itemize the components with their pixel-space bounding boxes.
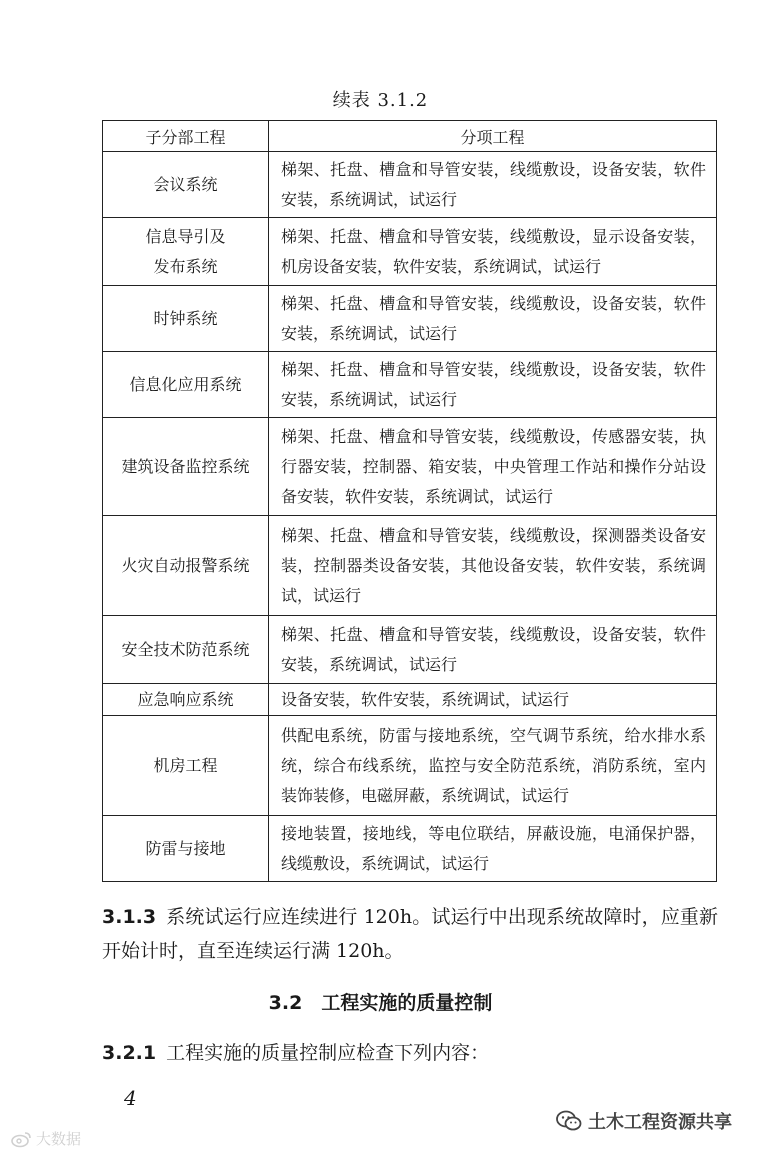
header-sub-item: 分项工程 — [269, 121, 717, 152]
watermark-text: 土木工程资源共享 — [588, 1112, 732, 1133]
table-row — [103, 684, 717, 716]
sub-item-list: 梯架、托盘、槽盒和导管安装，线缆敷设，探测器类设备安装，控制器类设备安装，其他设备安装，软件安装，系统调试，试运行 — [269, 516, 717, 616]
sub-division-name-line: 会议系统 — [153, 174, 218, 194]
clause-number: 3.2.1 — [102, 1042, 157, 1064]
sub-division-name — [103, 286, 269, 352]
sub-division-name-line: 机房工程 — [153, 755, 218, 775]
table-header-row — [103, 121, 717, 152]
sub-item-list: 梯架、托盘、槽盒和导管安装，线缆敷设，设备安装，软件安装，系统调试，试运行 — [269, 286, 717, 352]
table-row — [103, 352, 717, 418]
table-row — [103, 152, 717, 218]
table-row — [103, 816, 717, 882]
watermark-account — [556, 1108, 732, 1134]
table-body — [103, 152, 717, 882]
table-row — [103, 716, 717, 816]
sub-division-name-line: 信息导引及 — [145, 226, 226, 246]
sub-division-name-line: 发布系统 — [153, 256, 218, 276]
clause-text: 系统试运行应连续进行 120h。试运行中出现系统故障时，应重新开始计时，直至连续运行满 120h。 — [102, 906, 718, 962]
sub-item-list: 接地装置，接地线，等电位联结，屏蔽设施，电涌保护器，线缆敷设，系统调试，试运行 — [269, 816, 717, 882]
sub-item-list: 梯架、托盘、槽盒和导管安装，线缆敷设，设备安装，软件安装，系统调试，试运行 — [269, 352, 717, 418]
sub-division-name — [103, 218, 269, 286]
sub-item-list: 梯架、托盘、槽盒和导管安装，线缆敷设，传感器安装，执行器安装，控制器、箱安装，中央管理工作站和操作分站设备安装，软件安装，系统调试，试运行 — [269, 418, 717, 516]
clause-3-2-1 — [102, 1036, 718, 1070]
sub-item-list: 设备安装，软件安装，系统调试，试运行 — [269, 684, 717, 716]
clause-number: 3.1.3 — [102, 906, 157, 928]
sub-division-name-line: 防雷与接地 — [145, 838, 226, 858]
table-row — [103, 516, 717, 616]
sub-division-name — [103, 516, 269, 616]
section-title: 3.2 工程实施的质量控制 — [268, 992, 493, 1014]
sub-division-name — [103, 616, 269, 684]
sub-division-name-line: 火灾自动报警系统 — [121, 555, 250, 575]
sub-division-name — [103, 816, 269, 882]
sub-division-name-line: 信息化应用系统 — [129, 374, 242, 394]
page-number: 4 — [124, 1086, 137, 1110]
sub-item-list: 梯架、托盘、槽盒和导管安装，线缆敷设，显示设备安装，机房设备安装，软件安装，系统调试，试运行 — [269, 218, 717, 286]
sub-division-name — [103, 418, 269, 516]
table-row — [103, 218, 717, 286]
wechat-icon — [556, 1110, 582, 1132]
sub-item-list: 梯架、托盘、槽盒和导管安装，线缆敷设，设备安装，软件安装，系统调试，试运行 — [269, 616, 717, 684]
table-row — [103, 418, 717, 516]
table-row — [103, 616, 717, 684]
sub-division-name-line: 建筑设备监控系统 — [121, 456, 250, 476]
sub-division-name-line: 应急响应系统 — [137, 689, 234, 709]
table-caption: 续表 3.1.2 — [332, 90, 429, 111]
sub-division-name-line: 安全技术防范系统 — [121, 639, 250, 659]
sub-division-name — [103, 152, 269, 218]
weibo-icon — [10, 1130, 32, 1148]
header-sub-division: 子分部工程 — [103, 121, 269, 152]
sub-item-list: 供配电系统，防雷与接地系统，空气调节系统，给水排水系统，综合布线系统，监控与安全防范系统，消防系统，室内装饰装修，电磁屏蔽，系统调试，试运行 — [269, 716, 717, 816]
sub-division-name-line: 时钟系统 — [153, 308, 218, 328]
clause-3-1-3 — [102, 900, 718, 968]
clause-text: 工程实施的质量控制应检查下列内容： — [166, 1042, 490, 1064]
sub-division-name — [103, 352, 269, 418]
watermark-text: 大数据 — [36, 1130, 82, 1148]
sub-division-table — [102, 120, 717, 882]
sub-item-list: 梯架、托盘、槽盒和导管安装，线缆敷设，设备安装，软件安装，系统调试，试运行 — [269, 152, 717, 218]
sub-division-name — [103, 716, 269, 816]
sub-division-name — [103, 684, 269, 716]
watermark-source — [10, 1128, 81, 1149]
table-row — [103, 286, 717, 352]
